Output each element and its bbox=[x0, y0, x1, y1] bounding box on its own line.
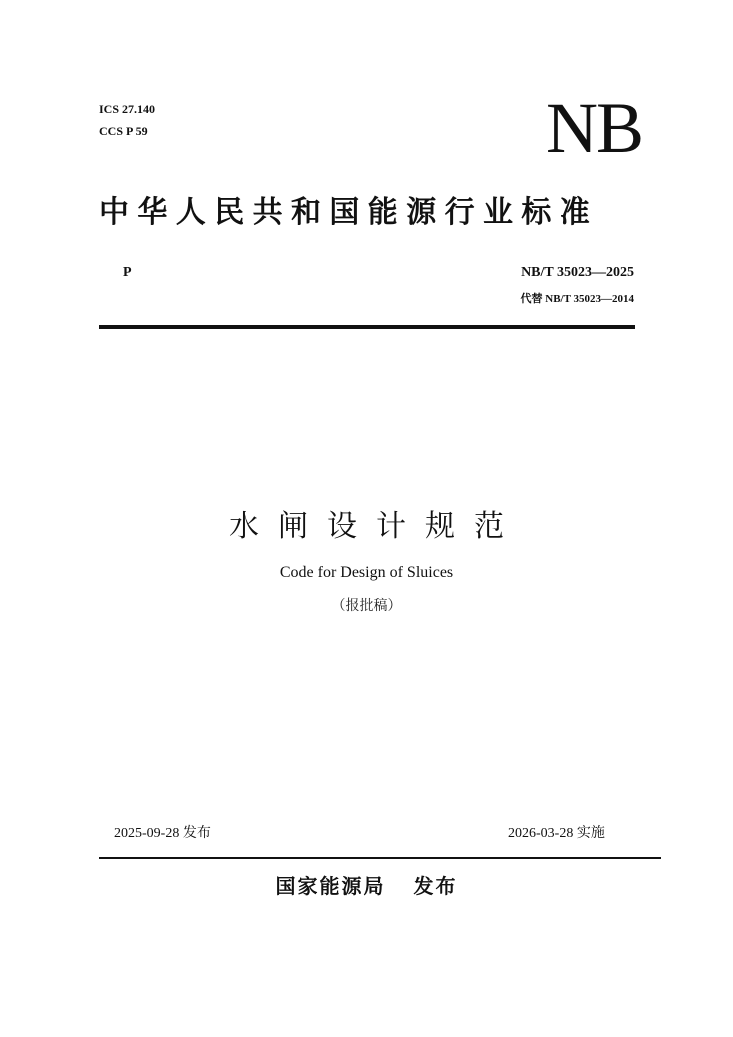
replaces-number: NB/T 35023—2014 bbox=[545, 293, 634, 305]
publisher-name: 国家能源局 bbox=[275, 874, 386, 898]
nb-logo: NB bbox=[545, 88, 642, 168]
top-divider bbox=[99, 325, 635, 329]
document-title-english: Code for Design of Sluices bbox=[279, 564, 454, 581]
implementation-date-value: 2026-03-28 bbox=[508, 826, 574, 841]
classification-letter: P bbox=[123, 265, 132, 280]
publisher-action: 发布 bbox=[413, 874, 458, 898]
document-title: 水闸设计规范 bbox=[229, 509, 523, 544]
issue-date-value: 2025-09-28 bbox=[114, 826, 180, 841]
bottom-divider bbox=[99, 857, 661, 859]
publisher-line bbox=[100, 871, 633, 901]
organization-title: 中华人民共和国能源行业标准 bbox=[99, 195, 599, 230]
issue-date bbox=[114, 823, 211, 844]
draft-status: （报批稿） bbox=[331, 598, 402, 614]
implementation-date bbox=[508, 823, 605, 844]
replaces-note bbox=[521, 292, 634, 306]
ccs-code: CCS P 59 bbox=[99, 124, 148, 138]
standard-number: NB/T 35023—2025 bbox=[521, 265, 634, 280]
ics-code: ICS 27.140 bbox=[99, 102, 156, 116]
replaces-label: 代替 bbox=[520, 292, 543, 305]
implementation-date-label: 实施 bbox=[576, 825, 605, 841]
issue-date-label: 发布 bbox=[182, 825, 211, 841]
